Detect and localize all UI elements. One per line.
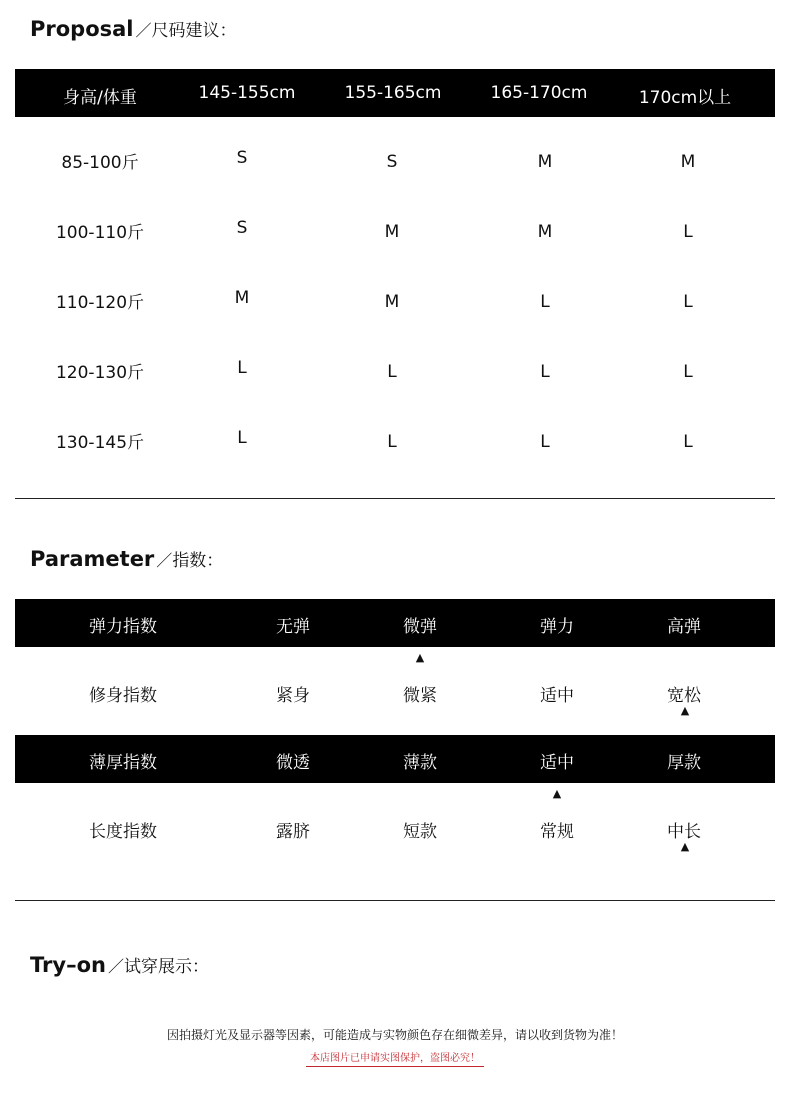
fit-index-label: 修身指数 xyxy=(89,686,157,706)
size-cell: M xyxy=(680,152,696,172)
header-cell-165-170: 165-170cm xyxy=(490,83,588,103)
thickness-selected-marker: ▲ xyxy=(552,787,562,800)
length-selected-marker: ▲ xyxy=(680,840,690,853)
size-cell: M xyxy=(384,292,400,312)
thickness-option: 薄款 xyxy=(403,753,437,773)
header-cell-170-plus: 170cm以上 xyxy=(638,88,732,108)
thickness-index-bar xyxy=(15,735,775,783)
size-cell: L xyxy=(540,292,550,312)
tryon-title: Try–on xyxy=(30,953,106,977)
elastic-option: 弹力 xyxy=(540,617,574,637)
size-cell: S xyxy=(236,218,248,238)
proposal-section-title xyxy=(30,16,237,41)
elastic-option: 高弹 xyxy=(667,617,701,637)
size-cell: L xyxy=(540,432,550,452)
header-cell-155-165: 155-165cm xyxy=(344,83,442,103)
weight-cell: 85-100斤 xyxy=(61,153,139,173)
weight-cell: 120-130斤 xyxy=(55,363,145,383)
copyright-notice xyxy=(0,1049,790,1064)
tryon-section-title xyxy=(30,952,209,977)
color-disclaimer: 因拍摄灯光及显示器等因素，可能造成与实物颜色存在细微差异，请以收到货物为准！ xyxy=(166,1028,623,1042)
parameter-section-title xyxy=(30,546,223,571)
fit-selected-marker: ▲ xyxy=(680,704,690,717)
weight-cell: 100-110斤 xyxy=(55,223,145,243)
size-cell: S xyxy=(236,148,248,168)
header-cell-145-155: 145-155cm xyxy=(198,83,296,103)
size-cell: L xyxy=(683,362,693,382)
elastic-option: 无弹 xyxy=(276,617,310,637)
size-cell: L xyxy=(387,362,397,382)
header-cell-height-weight: 身高/体重 xyxy=(63,88,137,108)
size-cell: M xyxy=(384,222,400,242)
fit-option: 微紧 xyxy=(403,686,437,706)
elastic-option: 微弹 xyxy=(403,617,437,637)
fit-option: 适中 xyxy=(540,686,574,706)
section-divider xyxy=(15,498,775,499)
size-table-header xyxy=(15,69,775,117)
title-separator: ／ xyxy=(107,957,124,976)
size-cell: L xyxy=(540,362,550,382)
length-option: 常规 xyxy=(540,822,574,842)
size-cell: M xyxy=(234,288,250,308)
elastic-index-label: 弹力指数 xyxy=(89,617,157,637)
length-option: 短款 xyxy=(403,822,437,842)
title-separator: ／ xyxy=(156,551,173,570)
parameter-subtitle: 指数： xyxy=(172,551,224,571)
copyright-text: 本店图片已申请实图保护，盗图必究！ xyxy=(306,1053,484,1067)
size-cell: L xyxy=(683,292,693,312)
thickness-index-label: 薄厚指数 xyxy=(89,753,157,773)
proposal-title: Proposal xyxy=(30,17,134,41)
fit-option: 紧身 xyxy=(276,686,310,706)
size-cell: L xyxy=(683,222,693,242)
thickness-option: 适中 xyxy=(540,753,574,773)
size-cell: L xyxy=(237,358,247,378)
size-cell: M xyxy=(537,222,553,242)
title-separator: ／ xyxy=(135,21,152,40)
weight-cell: 130-145斤 xyxy=(55,433,145,453)
size-cell: L xyxy=(237,428,247,448)
elastic-selected-marker: ▲ xyxy=(415,651,425,664)
tryon-subtitle: 试穿展示： xyxy=(123,957,209,977)
proposal-subtitle: 尺码建议： xyxy=(151,21,237,41)
thickness-option: 微透 xyxy=(276,753,310,773)
length-option: 露脐 xyxy=(276,822,310,842)
size-cell: L xyxy=(387,432,397,452)
section-divider xyxy=(15,900,775,901)
weight-cell: 110-120斤 xyxy=(55,293,145,313)
size-cell: L xyxy=(683,432,693,452)
length-option: 中长 xyxy=(667,822,701,842)
fit-option: 宽松 xyxy=(667,686,701,706)
length-index-label: 长度指数 xyxy=(89,822,157,842)
size-cell: M xyxy=(537,152,553,172)
elastic-index-bar xyxy=(15,599,775,647)
thickness-option: 厚款 xyxy=(667,753,701,773)
size-cell: S xyxy=(386,152,398,172)
parameter-title: Parameter xyxy=(30,547,155,571)
